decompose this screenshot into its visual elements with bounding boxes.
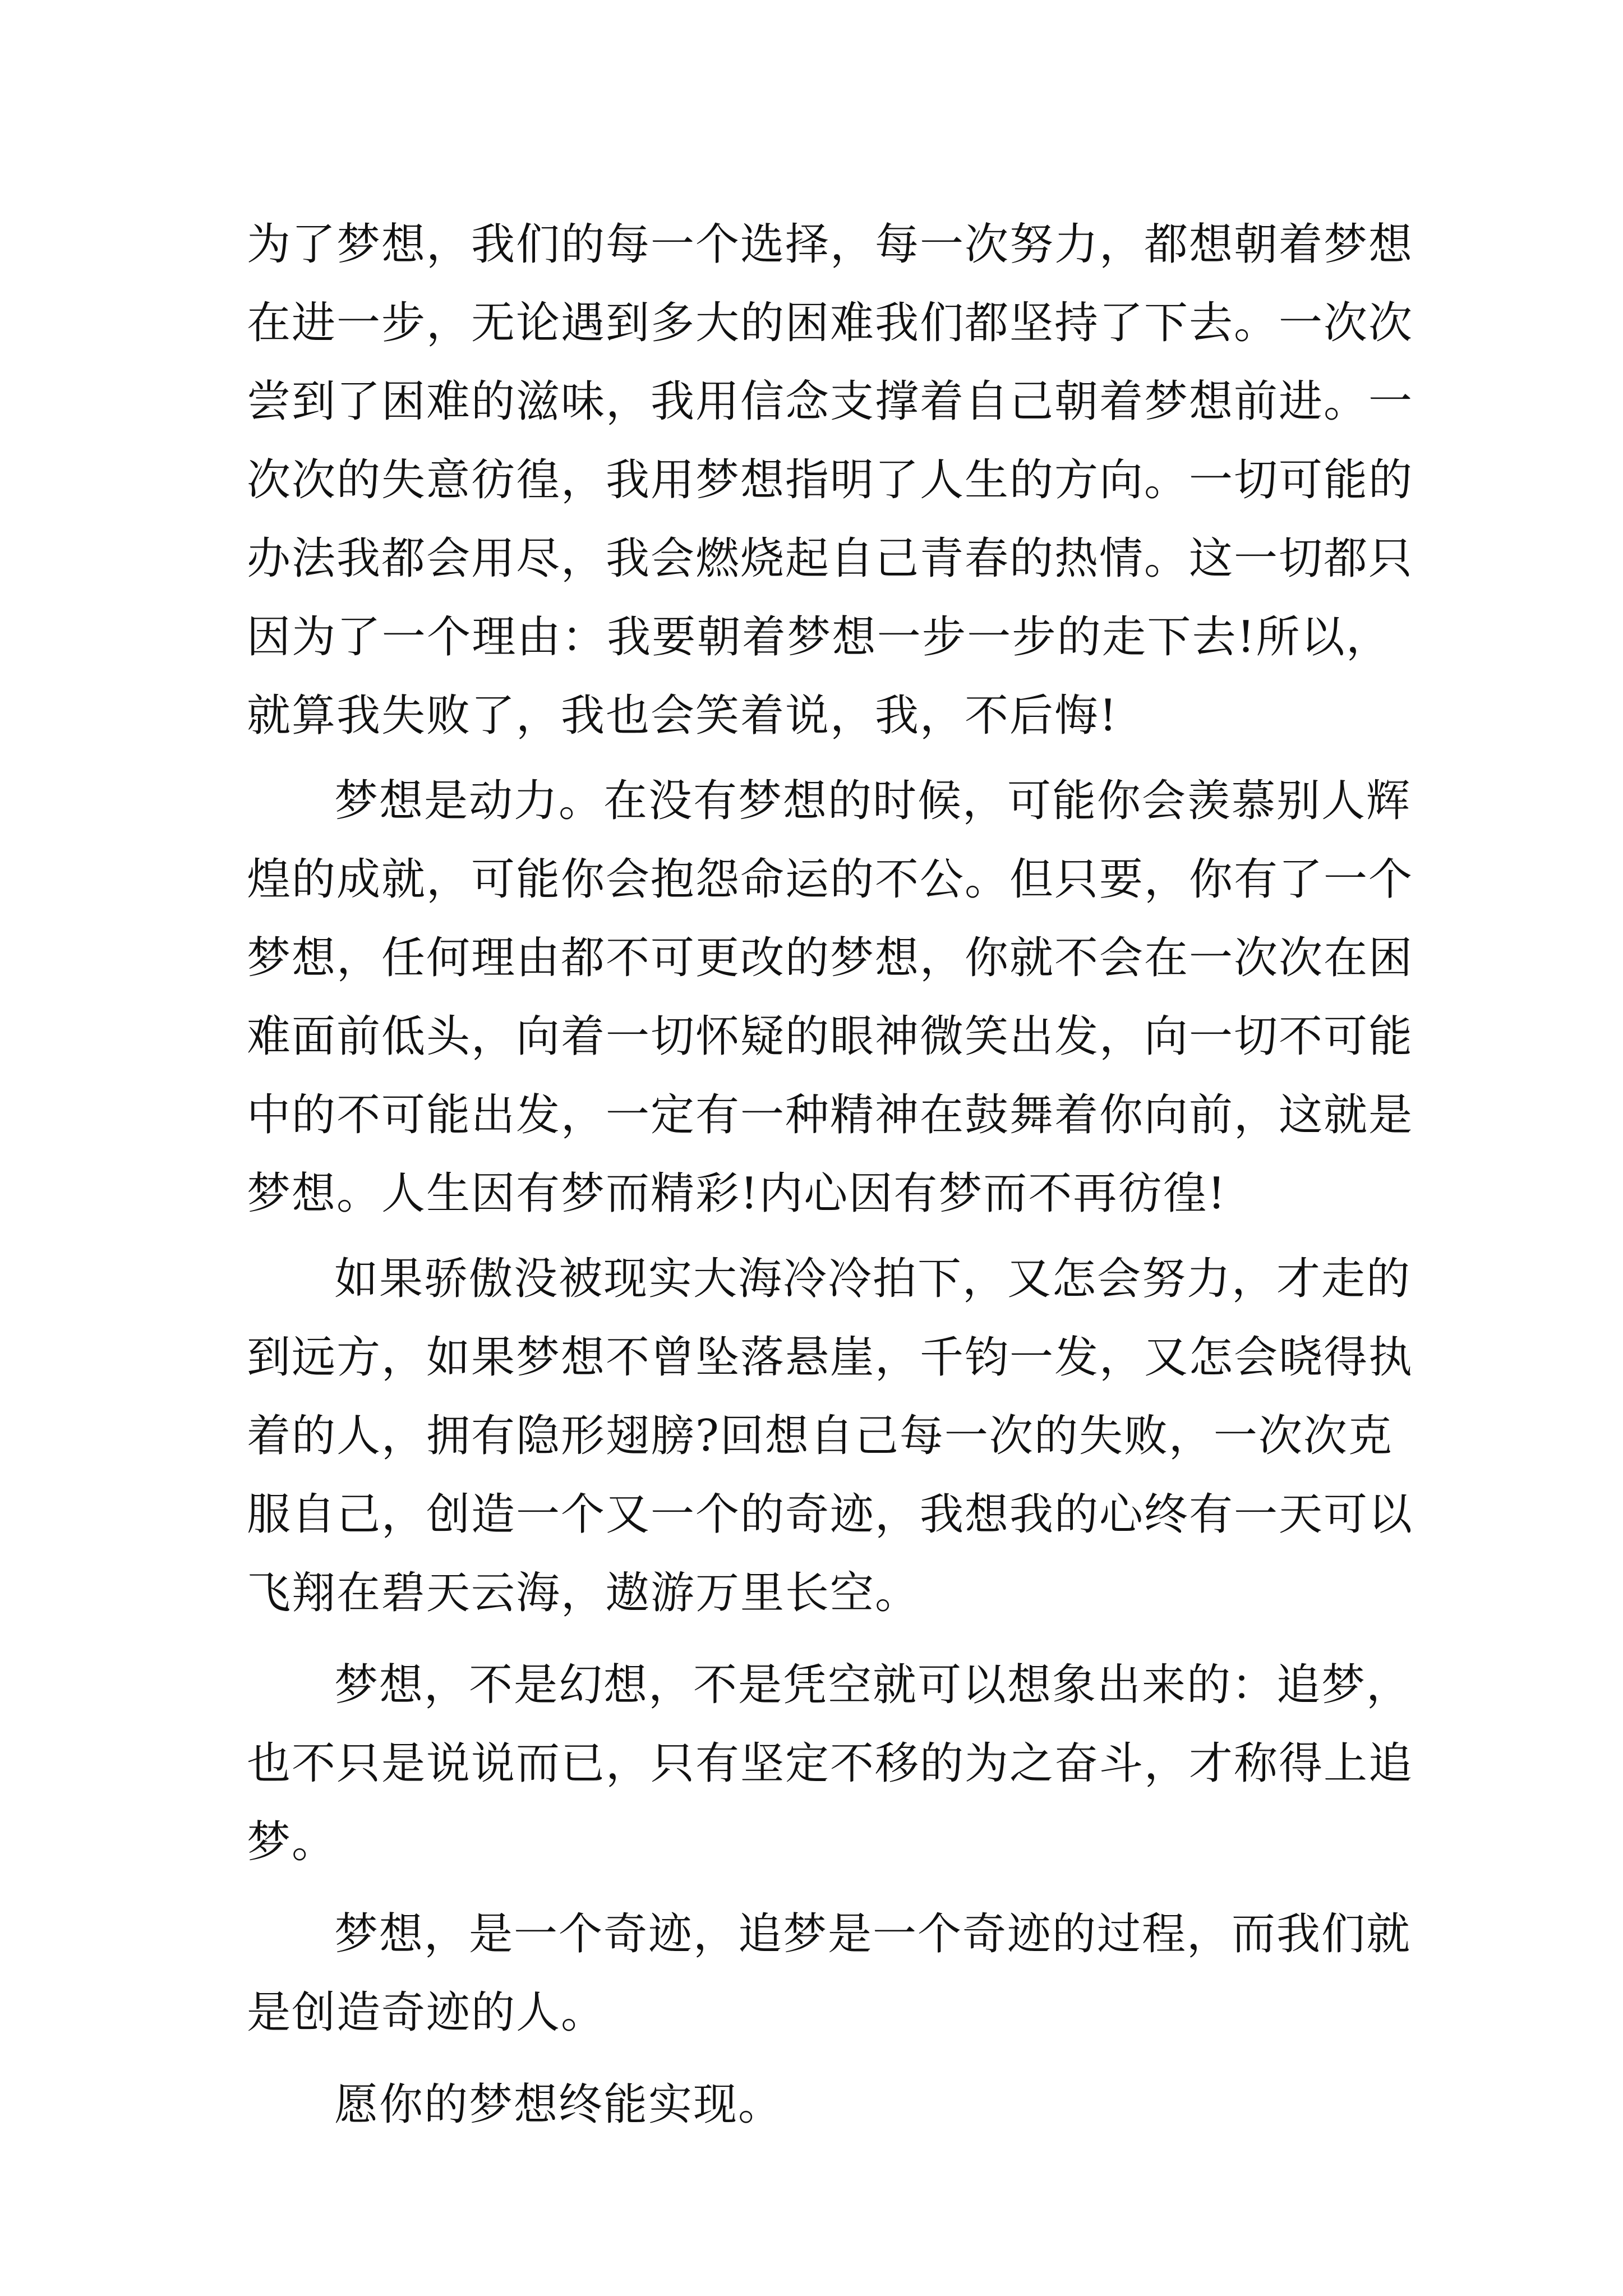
text-line: 尝到了困难的滋味，我用信念支撑着自己朝着梦想前进。一 (247, 376, 1414, 427)
text-line: 是创造奇迹的人。 (247, 1987, 606, 2038)
text-line: 梦想，是一个奇迹，追梦是一个奇迹的过程，而我们就 (334, 1909, 1412, 1959)
text-line: 着的人，拥有隐形翅膀?回想自己每一次的失败，一次次克 (247, 1411, 1393, 1461)
text-line: 中的不可能出发，一定有一种精神在鼓舞着你向前，这就是 (247, 1090, 1414, 1140)
text-line: 办法我都会用尽，我会燃烧起自己青春的热情。这一切都只 (247, 533, 1414, 584)
text-line: 梦想是动力。在没有梦想的时候，可能你会羡慕别人辉 (334, 776, 1412, 826)
paragraph-2 (247, 762, 1414, 1233)
paragraph-5 (247, 1895, 1412, 2052)
text-line: 煌的成就，可能你会抱怨命运的不公。但只要，你有了一个 (247, 854, 1414, 905)
text-line: 飞翔在碧天云海，遨游万里长空。 (247, 1568, 920, 1618)
paragraph-4 (247, 1646, 1414, 1881)
paragraph-6 (247, 2065, 1391, 2144)
text-line: 因为了一个理由：我要朝着梦想一步一步的走下去!所以， (247, 612, 1391, 662)
text-line: 梦想。人生因有梦而精彩!内心因有梦而不再彷徨! (247, 1168, 1227, 1219)
text-line: 到远方，如果梦想不曾坠落悬崖，千钧一发，又怎会晓得执 (247, 1332, 1414, 1383)
text-line: 梦。 (247, 1817, 337, 1867)
text-line: 在进一步，无论遇到多大的困难我们都坚持了下去。一次次 (247, 298, 1414, 348)
text-line: 梦想，不是幻想，不是凭空就可以想象出来的：追梦， (334, 1660, 1412, 1710)
text-line: 也不只是说说而已，只有坚定不移的为之奋斗，才称得上追 (247, 1738, 1414, 1789)
paragraph-1 (247, 205, 1414, 755)
text-line: 愿你的梦想终能实现。 (334, 2079, 783, 2130)
text-line: 梦想，任何理由都不可更改的梦想，你就不会在一次次在困 (247, 933, 1414, 983)
paragraph-3 (247, 1240, 1414, 1632)
text-line: 次次的失意彷徨，我用梦想指明了人生的方向。一切可能的 (247, 455, 1414, 505)
text-line: 难面前低头，向着一切怀疑的眼神微笑出发，向一切不可能 (247, 1011, 1414, 1062)
document-body (247, 205, 1414, 2144)
text-line: 服自己，创造一个又一个的奇迹，我想我的心终有一天可以 (247, 1489, 1414, 1540)
text-line: 如果骄傲没被现实大海冷冷拍下，又怎会努力，才走的 (334, 1254, 1412, 1304)
text-line: 就算我失败了，我也会笑着说，我，不后悔! (247, 691, 1118, 741)
text-line: 为了梦想，我们的每一个选择，每一次努力，都想朝着梦想 (247, 219, 1414, 270)
